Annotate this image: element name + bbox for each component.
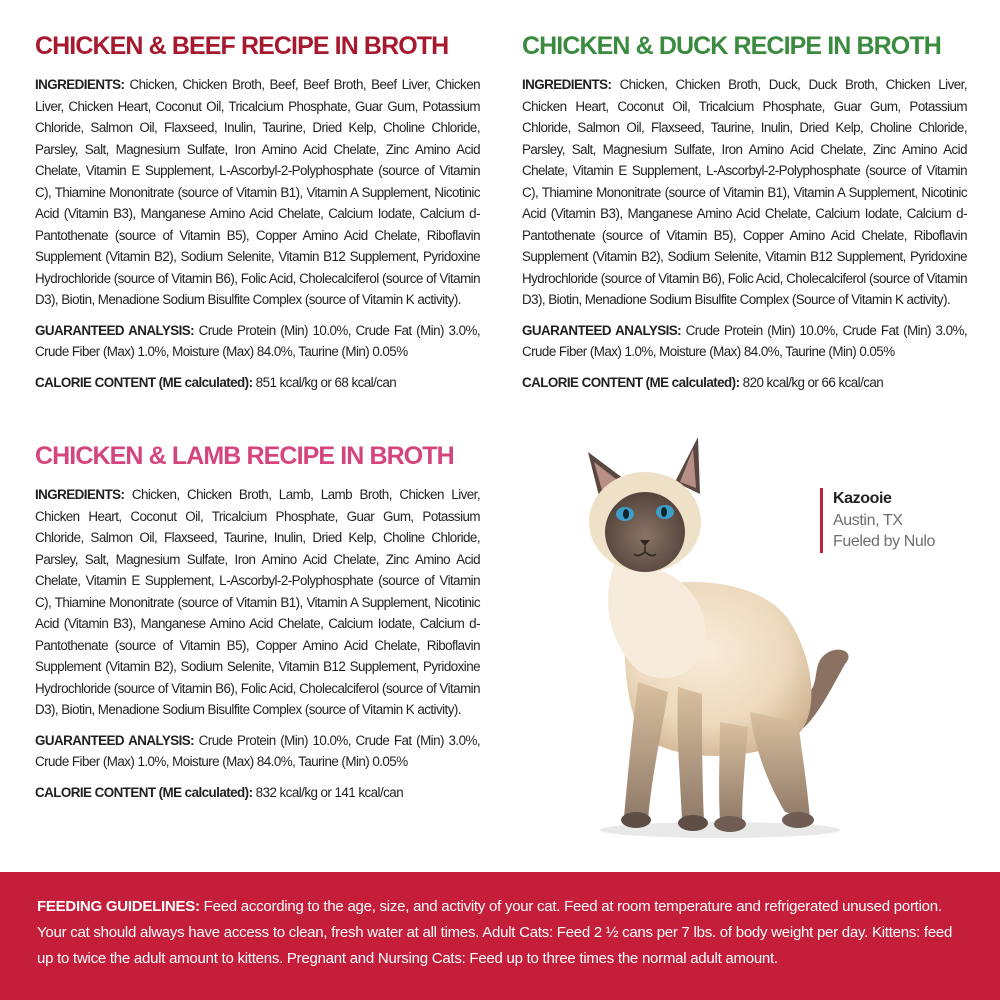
ingredients-list: Chicken, Chicken Broth, Duck, Duck Broth, Chicken Liver, Chicken Heart, Coconut Oil, Tricalcium Phosphate, Guar Gum, Potassium Chloride, Salmon Oil, Flaxseed, Taurine, Inulin, Dried Kelp, Choline Chloride, Parsley, Salt, Magnesium Sulfate, Iron Amino Acid Chelate, Zinc Amino Acid Chelate, Vitamin E Supplement, L-Ascorbyl-2-Polyphosphate (source of Vitamin C), Thiamine Mononitrate (source of Vitamin B1), Vitamin A Supplement, Nicotinic Acid (Vitamin B3), Manganese Amino Acid Chelate, Calcium Iodate, Calcium d-Pantothenate (source of Vitamin B5), Copper Amino Acid Chelate, Riboflavin Supplement (Vitamin B2), Sodium Selenite, Vitamin B12 Supplement, Pyridoxine Hydrochloride (source of Vitamin B6), Folic Acid, Cholecalciferol (source of Vitamin D3), Biotin, Menadione Sodium Bisulfite Complex (Source of Vitamin K activity). xyxy=(522,77,967,307)
calorie-value: 820 kcal/kg or 66 kcal/can xyxy=(739,374,884,390)
ingredients-text xyxy=(35,484,480,721)
analysis-label: GUARANTEED ANALYSIS: xyxy=(35,322,195,338)
ingredients-label: INGREDIENTS: xyxy=(35,77,125,92)
cat-name: Kazooie xyxy=(833,490,892,507)
recipe-chicken-beef xyxy=(35,30,480,402)
ingredients-list: Chicken, Chicken Broth, Beef, Beef Broth, Beef Liver, Chicken Liver, Chicken Heart, Coconut Oil, Tricalcium Phosphate, Guar Gum, Potassium Chloride, Salmon Oil, Flaxseed, Inulin, Taurine, Dried Kelp, Choline Chloride, Parsley, Salt, Magnesium Sulfate, Iron Amino Acid Chelate, Zinc Amino Acid Chelate, Vitamin E Supplement, L-Ascorbyl-2-Polyphosphate (source of Vitamin C), Thiamine Mononitrate (source of Vitamin B1), Vitamin A Supplement, Nicotinic Acid (Vitamin B3), Manganese Amino Acid Chelate, Calcium Iodate, Calcium d-Pantothenate (source of Vitamin B5), Copper Amino Acid Chelate, Riboflavin Supplement (Vitamin B2), Sodium Selenite, Vitamin B12 Supplement, Pyridoxine Hydrochloride (source of Vitamin B6), Folic Acid, Cholecalciferol (source of Vitamin D3), Biotin, Menadione Sodium Bisulfite Complex (source of Vitamin K activity). xyxy=(35,77,480,307)
calorie-label: CALORIE CONTENT (ME calculated): xyxy=(35,374,253,390)
ingredients-text xyxy=(35,74,480,311)
recipe-title: CHICKEN & DUCK RECIPE IN BROTH xyxy=(522,32,941,60)
recipe-title: CHICKEN & LAMB RECIPE IN BROTH xyxy=(35,442,454,470)
calorie-label: CALORIE CONTENT (ME calculated): xyxy=(522,374,740,390)
calorie-content xyxy=(35,372,480,394)
calorie-content xyxy=(35,782,480,804)
analysis-label: GUARANTEED ANALYSIS: xyxy=(35,732,195,748)
feeding-label: FEEDING GUIDELINES: xyxy=(37,898,200,915)
ingredients-text xyxy=(522,74,967,311)
recipe-title: CHICKEN & BEEF RECIPE IN BROTH xyxy=(35,32,449,60)
feeding-text: Feed according to the age, size, and activity of your cat. Feed at room temperature and refrigerated unused portion. Your cat should always have access to clean, fresh water at all times. Adult Cats: Feed 2 ½ cans per 7 lbs. of body weight per day. Kittens: feed up to twice the adult amount to kittens. Pregnant and Nursing Cats: Feed up to three times the normal adult amount. xyxy=(37,898,953,967)
ingredients-list: Chicken, Chicken Broth, Lamb, Lamb Broth, Chicken Liver, Chicken Heart, Coconut Oil, Tricalcium Phosphate, Guar Gum, Potassium Chloride, Salmon Oil, Flaxseed, Taurine, Inulin, Dried Kelp, Choline Chloride, Parsley, Salt, Magnesium Sulfate, Iron Amino Acid Chelate, Zinc Amino Acid Chelate, Vitamin E Supplement, L-Ascorbyl-2-Polyphosphate (source of Vitamin C), Thiamine Mononitrate (source of Vitamin B1), Vitamin A Supplement, Nicotinic Acid (Vitamin B3), Manganese Amino Acid Chelate, Calcium Iodate, Calcium d-Pantothenate (source of Vitamin B5), Copper Amino Acid Chelate, Riboflavin Supplement (Vitamin B2), Sodium Selenite, Vitamin B12 Supplement, Pyridoxine Hydrochloride (source of Vitamin B6), Folic Acid, Cholecalciferol (source of Vitamin D3), Biotin, Menadione Sodium Bisulfite Complex (source of Vitamin K activity). xyxy=(35,487,480,717)
ingredients-label: INGREDIENTS: xyxy=(35,487,125,502)
calorie-value: 851 kcal/kg or 68 kcal/can xyxy=(252,374,397,390)
calorie-content xyxy=(522,372,967,394)
cat-tagline: Fueled by Nulo xyxy=(833,533,936,550)
cat-caption xyxy=(820,488,935,553)
calorie-label: CALORIE CONTENT (ME calculated): xyxy=(35,784,253,800)
guaranteed-analysis xyxy=(35,320,480,363)
analysis-label: GUARANTEED ANALYSIS: xyxy=(522,322,682,338)
guaranteed-analysis xyxy=(35,730,480,773)
analysis-values: Crude Protein (Min) 10.0%, Crude Fat (Min) 3.0%, Crude Fiber (Max) 1.0%, Moisture (Max) 84.0%, Taurine (Min) 0.05% xyxy=(522,322,968,359)
analysis-values: Crude Protein (Min) 10.0%, Crude Fat (Min) 3.0%, Crude Fiber (Max) 1.0%, Moisture (Max) 84.0%, Taurine (Min) 0.05% xyxy=(35,732,481,769)
cat-location: Austin, TX xyxy=(833,511,903,529)
ingredients-label: INGREDIENTS: xyxy=(522,77,612,92)
calorie-value: 832 kcal/kg or 141 kcal/can xyxy=(252,784,404,800)
feeding-guidelines-banner xyxy=(0,872,1000,1000)
recipe-chicken-lamb xyxy=(35,440,480,812)
analysis-values: Crude Protein (Min) 10.0%, Crude Fat (Min) 3.0%, Crude Fiber (Max) 1.0%, Moisture (Max) 84.0%, Taurine (Min) 0.05% xyxy=(35,322,481,359)
recipe-chicken-duck xyxy=(522,30,967,402)
guaranteed-analysis xyxy=(522,320,967,363)
